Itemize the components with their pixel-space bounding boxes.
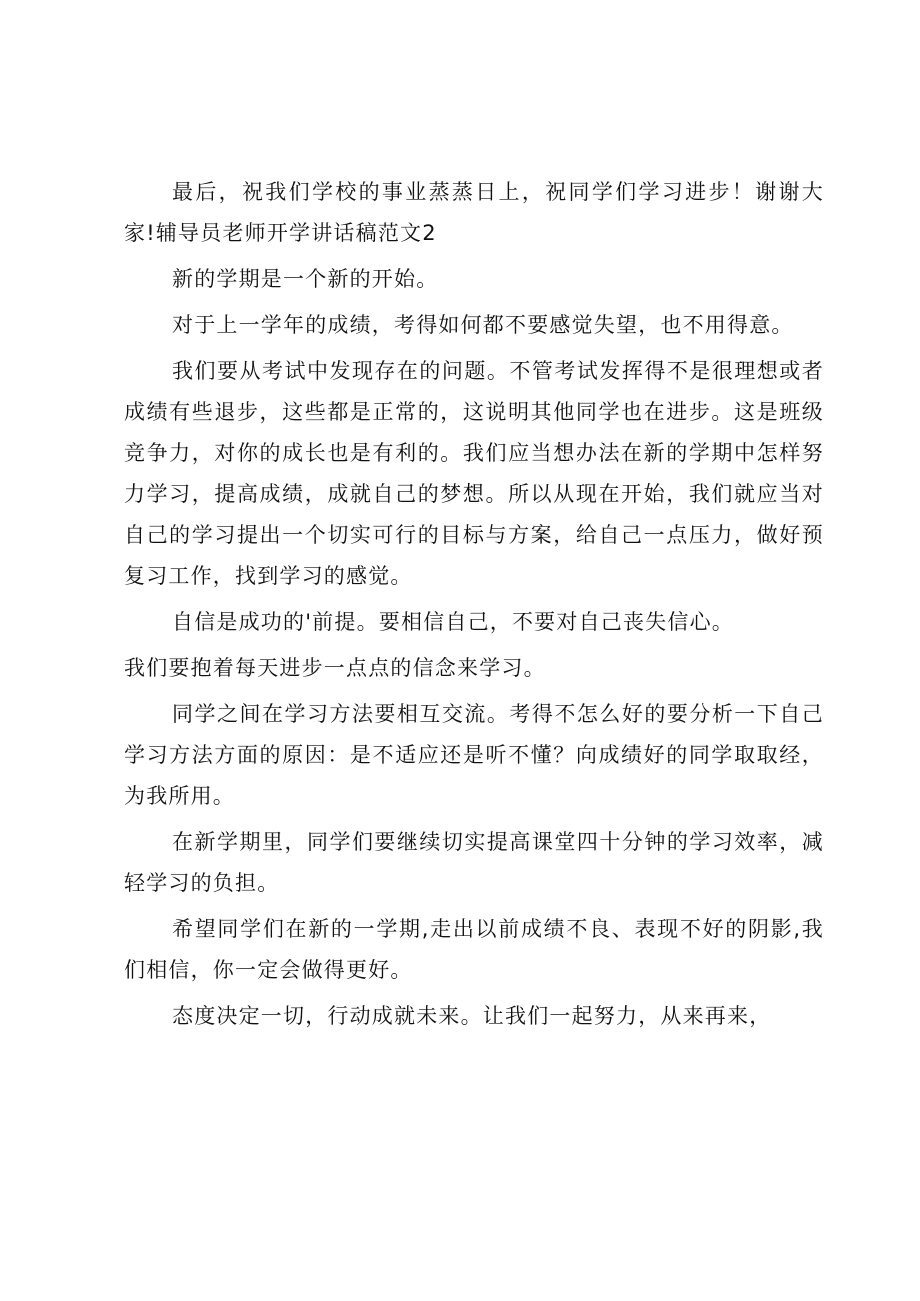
paragraph-classroom-efficiency: 在新学期里，同学们要继续切实提高课堂四十分钟的学习效率，减轻学习的负担。 [124,830,824,895]
paragraph-hope: 希望同学们在新的一学期,走出以前成绩不良、表现不好的阴影,我们相信，你一定会做得更好。 [124,917,824,982]
paragraph-confidence: 自信是成功的'前提。要相信自己，不要对自己丧失信心。 [172,610,734,634]
paragraph-attitude: 态度决定一切，行动成就未来。让我们一起努力，从来再来， [172,1004,772,1028]
paragraph-new-semester: 新的学期是一个新的开始。 [172,267,439,291]
paragraph-last-year-results: 对于上一学年的成绩，考得如何都不要感觉失望，也不用得意。 [172,313,794,337]
paragraph-daily-progress: 我们要抱着每天进步一点点的信念来学习。 [124,656,546,680]
document-body [124,172,824,1042]
paragraph-find-problems: 我们要从考试中发现存在的问题。不管考试发挥得不是很理想或者成绩有些退步，这些都是正常的，这说明其他同学也在进步。这是班级竞争力，对你的成长也是有利的。我们应当想办法在新的学期中怎样努力学习，提高成绩，成就自己的梦想。所以从现在开始，我们就应当对自己的学习提出一个切实可行的目标与方案，给自己一点压力，做好预复习工作，找到学习的感觉。 [124,359,824,588]
paragraph-closing-wishes: 最后，祝我们学校的事业蒸蒸日上，祝同学们学习进步！谢谢大家!辅导员老师开学讲话稿范文2 [124,180,824,245]
paragraph-study-methods: 同学之间在学习方法要相互交流。考得不怎么好的要分析一下自己学习方法方面的原因：是不适应还是听不懂？向成绩好的同学取取经，为我所用。 [124,702,824,808]
